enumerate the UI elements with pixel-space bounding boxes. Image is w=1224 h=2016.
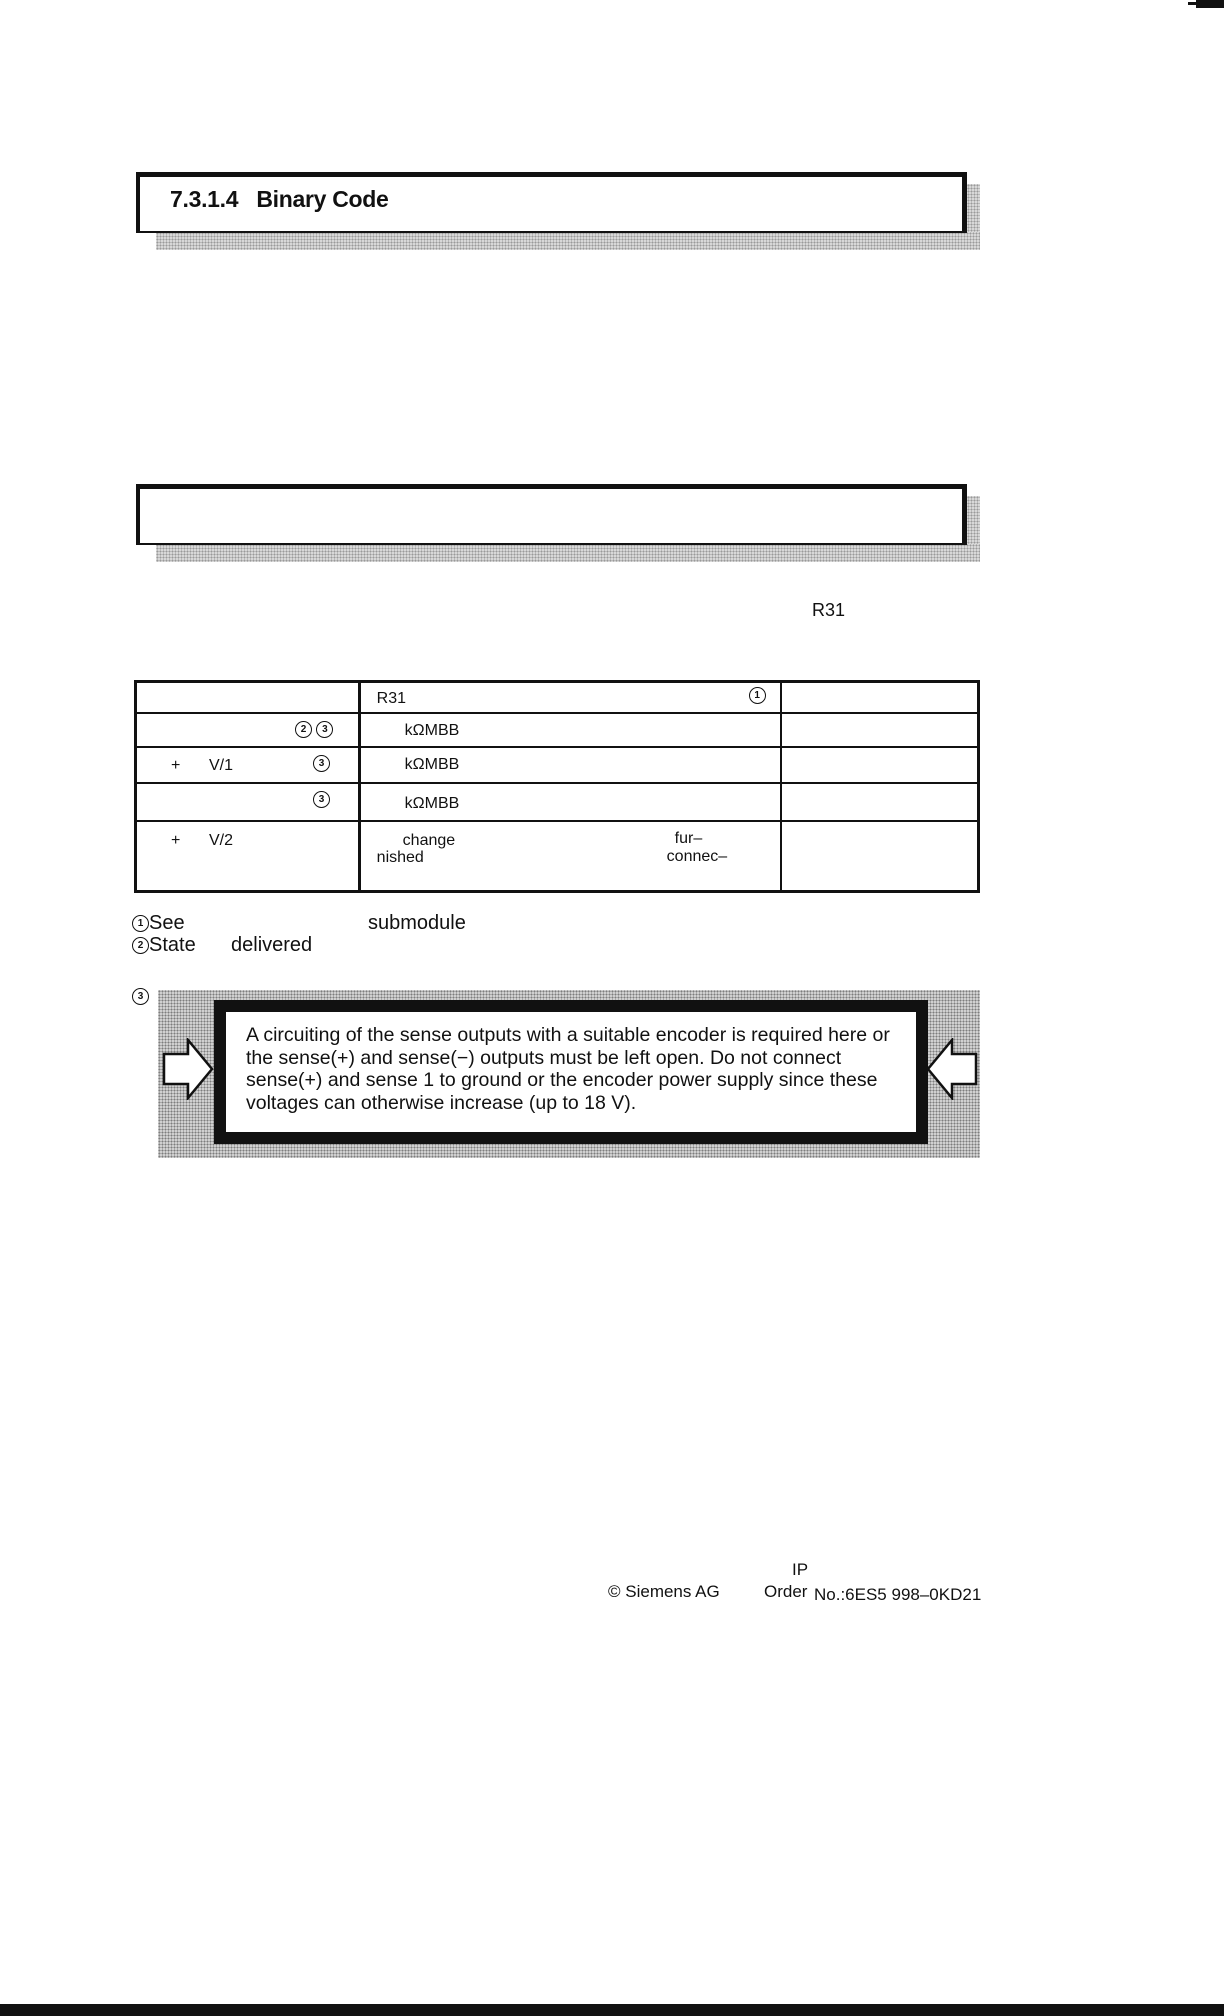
table-cell	[781, 821, 978, 892]
footnote-refs: 2 3	[295, 721, 333, 739]
footer-order-number: No.:6ES5 998–0KD21	[814, 1585, 982, 1604]
table-row	[136, 783, 979, 821]
jumper-table	[134, 680, 980, 893]
footnote-1: 1 See submodule	[132, 912, 185, 935]
section-number: 7.3.1.4	[170, 186, 239, 212]
table-cell	[359, 713, 781, 747]
footnote-2: 2 State delivered	[132, 934, 196, 957]
table-cell	[136, 682, 360, 714]
cell-text: fur–	[674, 830, 703, 847]
cell-plus: +	[171, 757, 181, 774]
cell-r31: R31	[376, 690, 407, 707]
table-cell	[136, 821, 360, 892]
arrow-right-icon	[162, 1038, 214, 1100]
footer-ip: IP	[792, 1560, 809, 1579]
section-heading	[170, 186, 389, 213]
footnote-ref-1: 1	[749, 687, 766, 705]
table-cell	[359, 783, 781, 821]
table-cell	[136, 747, 360, 783]
subheading-box	[136, 484, 967, 545]
cell-text: change	[402, 832, 456, 849]
footer-order-label: Order	[764, 1582, 808, 1601]
table-cell	[359, 747, 781, 783]
cell-voltage: V/2	[209, 832, 234, 849]
cell-voltage: V/1	[209, 757, 234, 774]
table-cell	[359, 821, 781, 892]
cell-value: kΩMBB	[404, 795, 460, 812]
cell-value: kΩMBB	[404, 722, 460, 739]
table-row	[136, 821, 979, 892]
footnote-3-marker: 3	[132, 988, 149, 1006]
table-cell	[359, 682, 781, 714]
corner-mark	[1196, 0, 1224, 8]
footnote-ref-3: 3	[313, 791, 330, 809]
table-cell	[781, 747, 978, 783]
cell-value: kΩMBB	[404, 756, 460, 773]
table-row	[136, 747, 979, 783]
cell-plus: +	[171, 832, 181, 849]
corner-mark-small	[1188, 2, 1196, 5]
arrow-left-icon	[926, 1038, 978, 1100]
table-row	[136, 713, 979, 747]
subheading-shadow-bottom	[156, 544, 980, 562]
table-cell	[136, 783, 360, 821]
cell-text: connec–	[666, 848, 728, 865]
table-row	[136, 682, 979, 714]
bottom-border	[0, 2004, 1224, 2016]
footer-copyright: © Siemens AG	[608, 1582, 720, 1601]
warning-text: A circuiting of the sense outputs with a suitable encoder is required here or the sense(+) and sense(−) outputs must be left open. Do not connect sense(+) and sense 1 to ground or the encoder power supply since these voltages can otherwise increase (up to 18 V).	[246, 1024, 890, 1114]
table-cell	[781, 783, 978, 821]
footnote-ref-3: 3	[313, 755, 330, 773]
heading-shadow-bottom	[156, 232, 980, 250]
cell-text: nished	[376, 849, 424, 866]
section-title: Binary Code	[256, 186, 389, 212]
table-cell	[136, 713, 360, 747]
table-cell	[781, 713, 978, 747]
table-cell	[781, 682, 978, 714]
r31-label: R31	[812, 600, 846, 620]
